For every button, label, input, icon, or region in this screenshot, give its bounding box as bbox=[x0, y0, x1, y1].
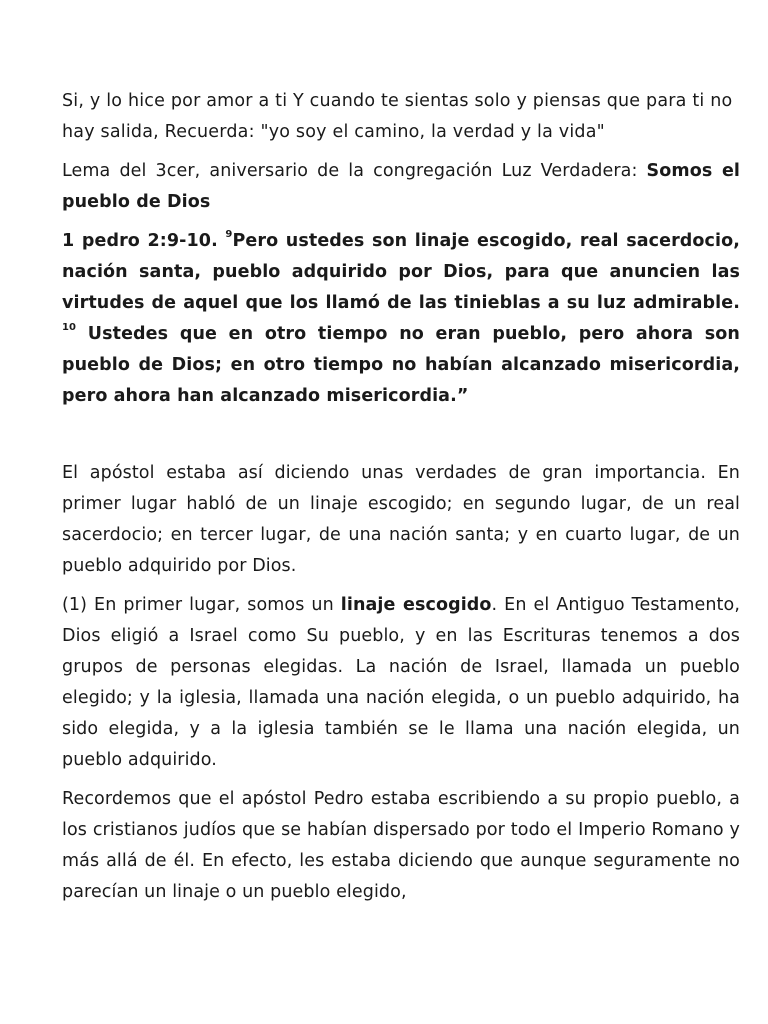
point-1-heading: linaje escogido bbox=[340, 595, 492, 615]
verse-reference: 1 pedro 2:9-10. bbox=[62, 231, 226, 251]
point-1-prefix: (1) En primer lugar, somos un bbox=[62, 595, 341, 615]
lema-label: Lema del 3cer, aniversario de la congregación Luz Verdadera: bbox=[62, 161, 647, 181]
closing-quote: ” bbox=[456, 386, 469, 406]
apostol-paragraph: El apóstol estaba así diciendo unas verdades de gran importancia. En primer lugar habló de un linaje escogido; en segundo lugar, de un real sacerdocio; en tercer lugar, de una nación santa; y en cuarto lugar, de un pueblo adquirido por Dios. bbox=[62, 463, 740, 576]
recordemos-paragraph: Recordemos que el apóstol Pedro estaba escribiendo a su propio pueblo, a los cristianos judíos que se habían dispersado por todo el Imperio Romano y más allá de él. En efecto, les estaba diciendo que aunque seguramente no parecían un linaje o un pueblo elegido, bbox=[62, 789, 740, 902]
verse-paragraph bbox=[62, 226, 740, 412]
lema-motto: Somos el pueblo de Dios bbox=[62, 161, 741, 212]
point-1-paragraph bbox=[62, 590, 740, 776]
intro-paragraph: Si, y lo hice por amor a ti Y cuando te sientas solo y piensas que para ti no hay salida, Recuerda: "yo soy el camino, la verdad y la vida" bbox=[62, 91, 733, 142]
verse-10-text: Ustedes que en otro tiempo no eran pueblo, pero ahora son pueblo de Dios; en otro tiempo no habían alcanzado misericordia, pero ahora han alcanzado misericordia. bbox=[62, 324, 740, 406]
verse-number-9: 9 bbox=[225, 229, 233, 241]
verse-number-10: 10 bbox=[62, 322, 77, 334]
document-page bbox=[62, 86, 740, 908]
verse-9-text: Pero ustedes son linaje escogido, real sacerdocio, nación santa, pueblo adquirido por Dios, para que anuncien las virtudes de aquel que los llamó de las tinieblas a su luz admirable. bbox=[62, 231, 740, 313]
lema-paragraph bbox=[62, 156, 740, 218]
point-1-body: . En el Antiguo Testamento, Dios eligió a Israel como Su pueblo, y en las Escrituras tenemos a dos grupos de personas elegidas. La nación de Israel, llamada un pueblo elegido; y la iglesia, llamada una nación elegida, o un pueblo adquirido, ha sido elegida, y a la iglesia también se le llama una nación elegida, un pueblo adquirido. bbox=[62, 595, 740, 770]
